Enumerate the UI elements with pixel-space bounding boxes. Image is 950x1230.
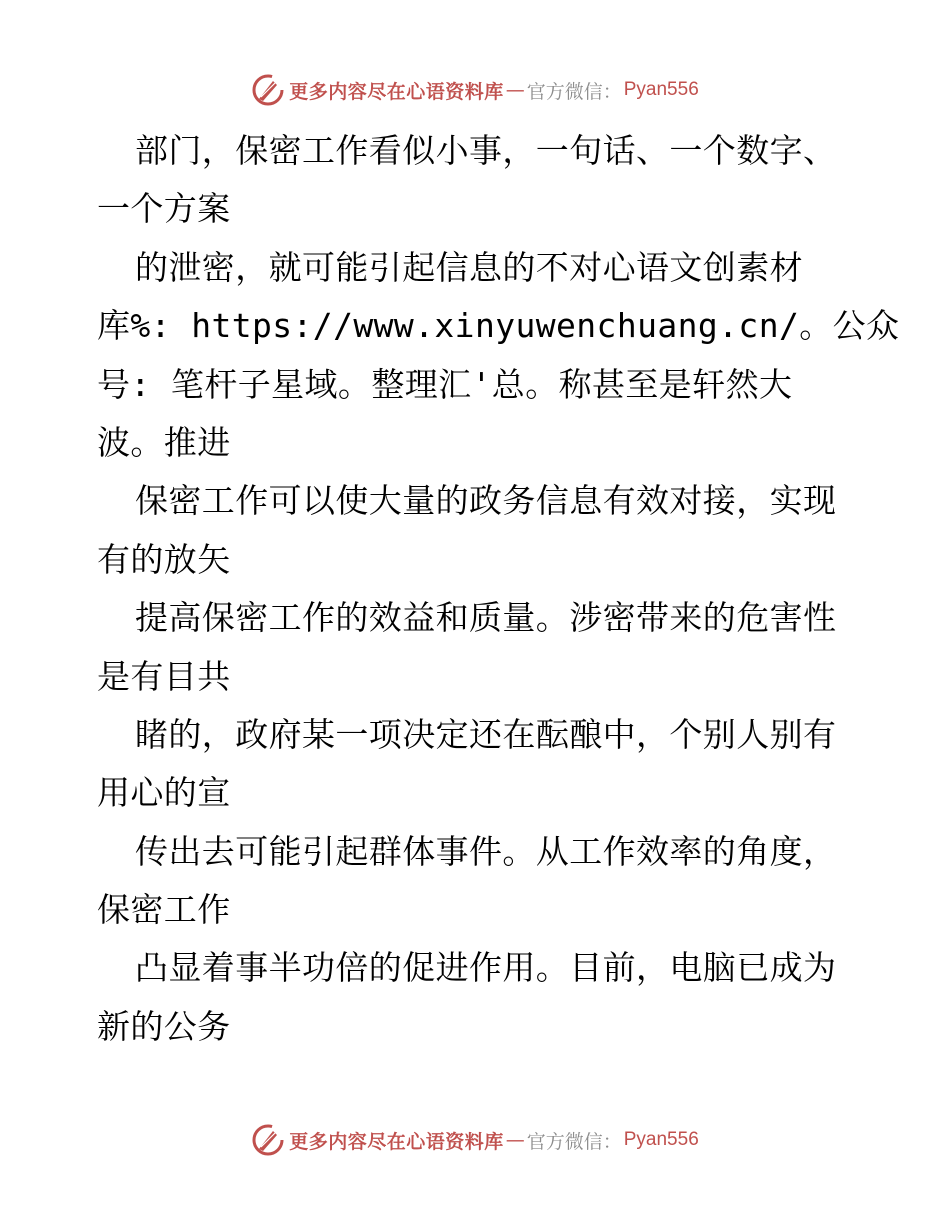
document-body bbox=[97, 122, 900, 1056]
header-wechat-label: 官方微信： bbox=[526, 80, 622, 103]
text-line: 保密工作 bbox=[97, 890, 231, 930]
text-line: 部门，保密工作看似小事，一句话、一个数字、 bbox=[135, 131, 837, 170]
text-line: 睹的，政府某一项决定还在酝酿中，个别人别有 bbox=[135, 714, 837, 754]
text-line: 库%: https://www.xinyuwenchuang.cn/。公众 bbox=[97, 306, 900, 346]
footer-wechat-label: 官方微信： bbox=[526, 1130, 622, 1153]
header-separator: — bbox=[505, 79, 525, 101]
text-line: 一个方案 bbox=[97, 189, 231, 229]
footer-wechat-id: Pyan556 bbox=[623, 1129, 699, 1150]
text-line: 有的放矢 bbox=[97, 539, 231, 579]
text-line: 传出去可能引起群体事件。从工作效率的角度， bbox=[135, 831, 837, 871]
feather-quill-logo-icon bbox=[251, 1123, 285, 1157]
header-wechat-id: Pyan556 bbox=[623, 79, 699, 100]
footer-separator: — bbox=[505, 1129, 525, 1151]
text-line: 波。推进 bbox=[97, 422, 231, 462]
header-brand-text: 更多内容尽在心语资料库 bbox=[289, 80, 504, 103]
header-banner bbox=[0, 70, 950, 110]
feather-quill-logo-icon bbox=[251, 73, 285, 107]
footer-brand-text: 更多内容尽在心语资料库 bbox=[289, 1130, 504, 1153]
text-line: 是有目共 bbox=[97, 656, 231, 696]
text-line: 提高保密工作的效益和质量。涉密带来的危害性 bbox=[135, 598, 837, 638]
footer-banner bbox=[0, 1120, 950, 1160]
text-line: 用心的宣 bbox=[97, 773, 231, 813]
text-line: 号: 笔杆子星域。整理汇'总。称甚至是轩然大 bbox=[97, 364, 793, 404]
text-line: 凸显着事半功倍的促进作用。目前，电脑已成为 bbox=[135, 948, 837, 988]
text-line: 新的公务 bbox=[97, 1006, 231, 1046]
text-line: 的泄密，就可能引起信息的不对心语文创素材 bbox=[135, 247, 803, 287]
text-line: 保密工作可以使大量的政务信息有效对接，实现 bbox=[135, 481, 837, 521]
